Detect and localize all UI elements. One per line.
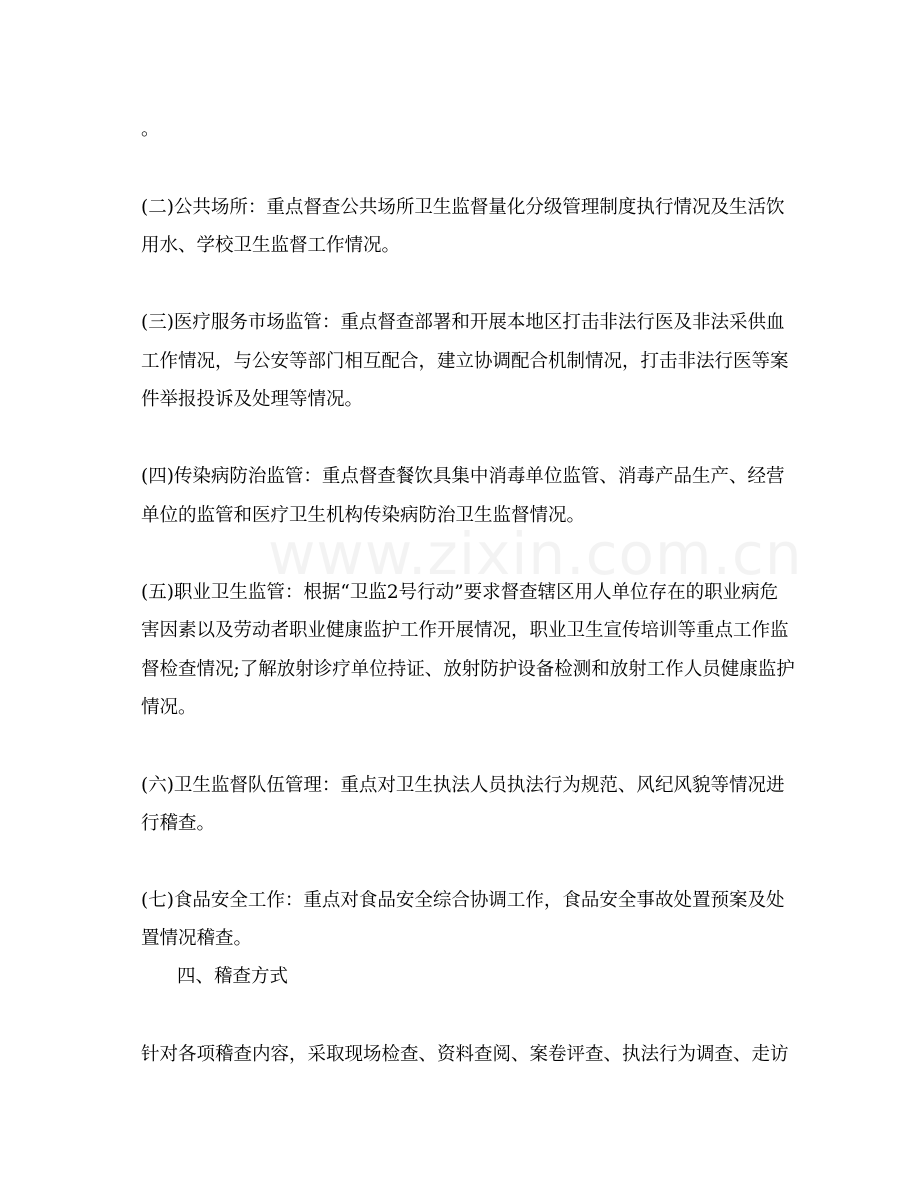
paragraph-line: (三)医疗服务市场监管：重点督查部署和开展本地区打击非法行医及非法采供血 (141, 312, 785, 333)
paragraph-line: (四)传染病防治监管：重点督查餐饮具集中消毒单位监管、消毒产品生产、经营 (141, 466, 785, 487)
section-heading-four: 四、稽查方式 (177, 966, 289, 987)
paragraph-line: 件举报投诉及处理等情况。 (141, 389, 364, 410)
paragraph-line: 害因素以及劳动者职业健康监护工作开展情况，职业卫生宣传培训等重点工作监 (141, 620, 789, 641)
final-paragraph-line: 针对各项稽查内容，采取现场检查、资料查阅、案卷评查、执法行为调查、走访 (141, 1044, 789, 1065)
paragraph-line: 情况。 (141, 697, 197, 718)
paragraph-line: (七)食品安全工作：重点对食品安全综合协调工作，食品安全事故处置预案及处 (141, 890, 785, 911)
top-fragment: 。 (141, 119, 160, 140)
paragraph-line: 置情况稽查。 (141, 928, 253, 949)
paragraph-line: (二)公共场所：重点督查公共场所卫生监督量化分级管理制度执行情况及生活饮 (141, 197, 785, 218)
paragraph-line: 单位的监管和医疗卫生机构传染病防治卫生监督情况。 (141, 505, 586, 526)
paragraph-line: 工作情况，与公安等部门相互配合，建立协调配合机制情况，打击非法行医等案 (141, 351, 789, 372)
paragraph-line: 用水、学校卫生监督工作情况。 (141, 235, 401, 256)
paragraph-line: (六)卫生监督队伍管理：重点对卫生执法人员执法行为规范、风纪风貌等情况进 (141, 775, 785, 796)
paragraph-line: 行稽查。 (141, 813, 216, 834)
paragraph-line: (五)职业卫生监管：根据“卫监2号行动”要求督查辖区用人单位存在的职业病危 (141, 582, 779, 603)
paragraph-line: 督检查情况;了解放射诊疗单位持证、放射防护设备检测和放射工作人员健康监护 (141, 659, 795, 680)
